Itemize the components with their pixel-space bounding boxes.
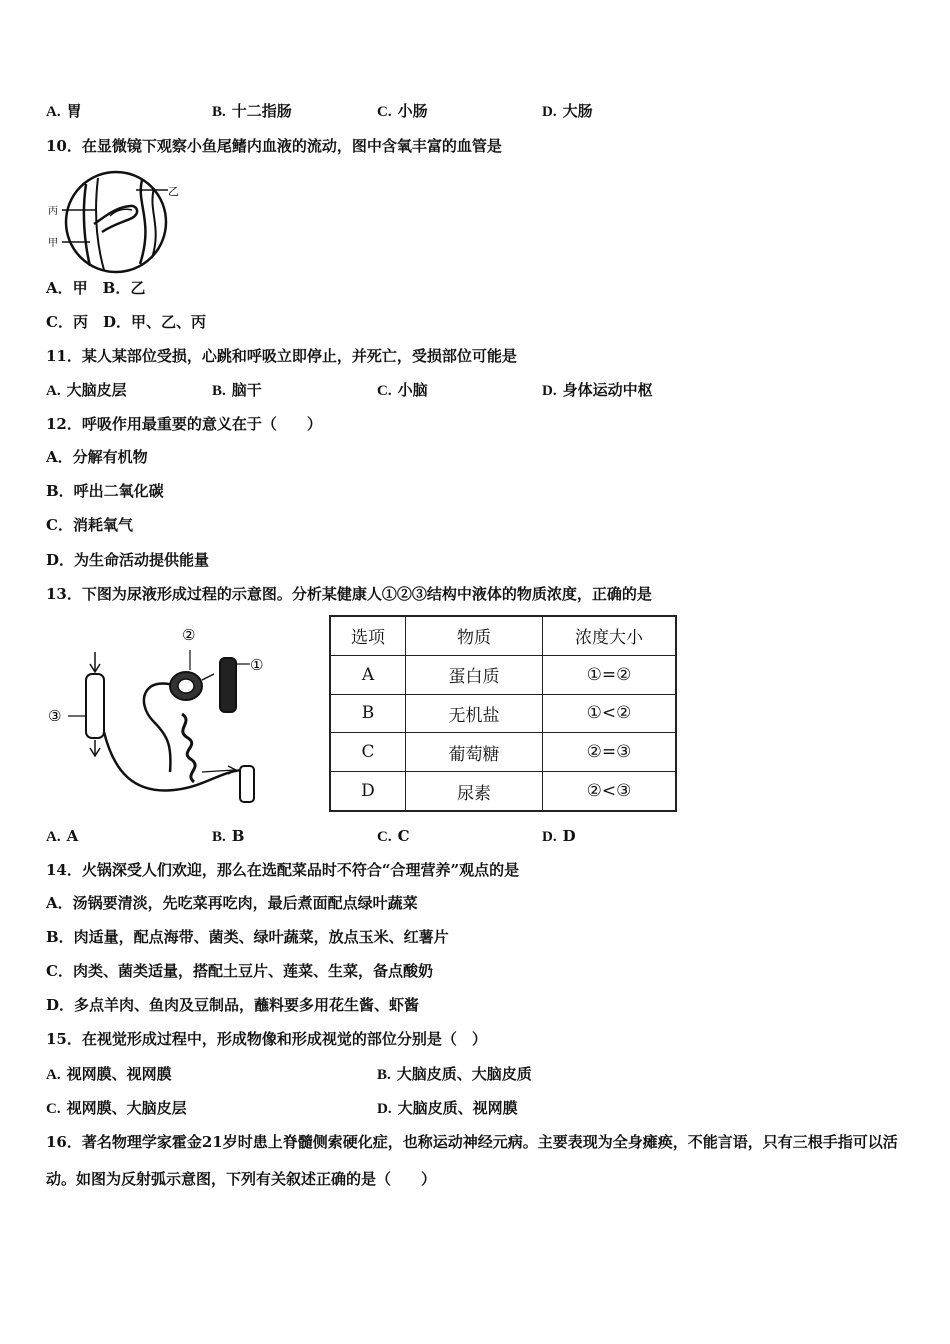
q11-option-c: C. 小脑 — [377, 381, 428, 399]
table-cell: C — [330, 733, 406, 772]
q14-stem: 14．火锅深受人们欢迎，那么在选配菜品时不符合“合理营养”观点的是 — [46, 861, 520, 879]
q13-stem: 13．下图为尿液形成过程的示意图。分析某健康人①②③结构中液体的物质浓度，正确的是 — [46, 585, 652, 603]
q14-option-a: A．汤锅要清淡，先吃菜再吃肉，最后煮面配点绿叶蔬菜 — [46, 894, 418, 912]
table-row — [330, 694, 676, 733]
q12-option-d: D．为生命活动提供能量 — [46, 551, 210, 569]
table-cell: D — [330, 772, 406, 812]
q15-option-d: D. 大脑皮质、视网膜 — [377, 1099, 518, 1117]
label-yi: 乙 — [168, 185, 179, 198]
label-circle-3: ③ — [48, 707, 62, 725]
q15-option-b: B. 大脑皮质、大脑皮质 — [377, 1065, 532, 1083]
q15-options-row1 — [46, 1064, 906, 1084]
q9-option-d: D. 大肠 — [542, 102, 593, 120]
q15-options-row2 — [46, 1098, 906, 1118]
q14-option-c: C．肉类、菌类适量，搭配土豆片、莲菜、生菜，备点酸奶 — [46, 962, 433, 980]
table-header: 选项 — [330, 616, 406, 655]
label-circle-1: ① — [250, 656, 264, 674]
table-row — [330, 772, 676, 812]
q12-option-b: B．呼出二氧化碳 — [46, 482, 164, 500]
q11-option-b: B. 脑干 — [212, 381, 262, 399]
q13-options — [46, 826, 906, 846]
q11-option-d: D. 身体运动中枢 — [542, 381, 653, 399]
table-cell: ①=② — [543, 655, 677, 694]
q10-stem: 10．在显微镜下观察小鱼尾鳍内血液的流动，图中含氧丰富的血管是 — [46, 137, 502, 155]
concentration-table — [329, 615, 677, 812]
q16-stem: 16．著名物理学家霍金21岁时患上脊髓侧索硬化症，也称运动神经元病。主要表现为全身瘫痪，不能言语，只有三根手指可以活动。如图为反射弧示意图，下列有关叙述正确的是（ ） — [46, 1133, 898, 1188]
table-cell: ①<② — [543, 694, 677, 733]
q13-option-c: C. C — [377, 827, 410, 845]
table-header: 浓度大小 — [543, 616, 677, 655]
fish-fin-microscope-figure — [44, 166, 184, 276]
label-circle-2: ② — [182, 626, 196, 644]
q9-option-c: C. 小肠 — [377, 102, 428, 120]
q9-options — [46, 101, 906, 121]
table-header-row — [330, 616, 676, 655]
table-cell: A — [330, 655, 406, 694]
table-cell: ②=③ — [543, 733, 677, 772]
q12-stem: 12．呼吸作用最重要的意义在于（ ） — [46, 415, 322, 433]
label-jia: 甲 — [48, 238, 58, 249]
table-cell: B — [330, 694, 406, 733]
label-bing: 丙 — [48, 206, 58, 217]
table-header: 物质 — [406, 616, 543, 655]
q9-option-b: B. 十二指肠 — [212, 102, 292, 120]
q10-options-row2: C．丙 D．甲、乙、丙 — [46, 313, 206, 331]
table-row — [330, 655, 676, 694]
table-row — [330, 733, 676, 772]
table-cell: 尿素 — [406, 772, 543, 812]
q11-stem: 11．某人某部位受损，心跳和呼吸立即停止，并死亡，受损部位可能是 — [46, 347, 517, 365]
q12-option-c: C．消耗氧气 — [46, 516, 133, 534]
table-cell: 无机盐 — [406, 694, 543, 733]
q14-option-b: B．肉适量，配点海带、菌类、绿叶蔬菜，放点玉米、红薯片 — [46, 928, 449, 946]
q13-option-d: D. D — [542, 827, 576, 845]
nephron-figure — [44, 622, 284, 812]
q14-option-d: D．多点羊肉、鱼肉及豆制品，蘸料要多用花生酱、虾酱 — [46, 996, 420, 1014]
q9-option-a: A. 胃 — [46, 102, 82, 120]
table-cell: 蛋白质 — [406, 655, 543, 694]
q15-option-c: C. 视网膜、大脑皮层 — [46, 1099, 187, 1117]
q11-options — [46, 380, 906, 400]
q10-options-row1: A．甲 B．乙 — [46, 279, 146, 297]
q15-option-a: A. 视网膜、视网膜 — [46, 1065, 172, 1083]
q11-option-a: A. 大脑皮层 — [46, 381, 127, 399]
q12-option-a: A．分解有机物 — [46, 448, 148, 466]
table-cell: 葡萄糖 — [406, 733, 543, 772]
table-cell: ②<③ — [543, 772, 677, 812]
q13-option-b: B. B — [212, 827, 245, 845]
q15-stem: 15．在视觉形成过程中，形成物像和形成视觉的部位分别是（ ） — [46, 1030, 487, 1048]
q13-option-a: A. A — [46, 827, 79, 845]
